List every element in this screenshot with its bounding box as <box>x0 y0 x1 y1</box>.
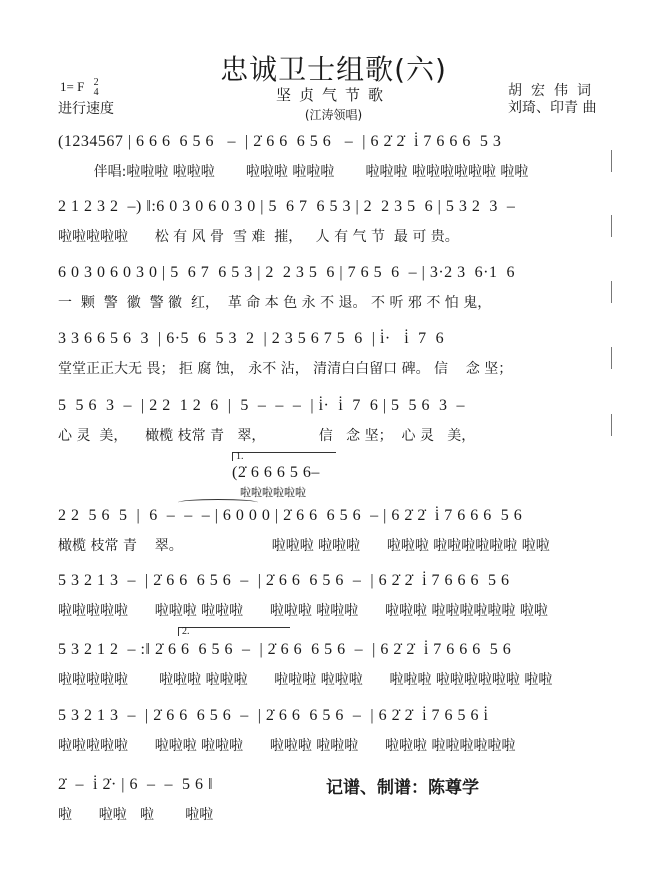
lyrics: 一 颗 警 徽 警 徽 红， 革 命 本 色 永 不 退。 不 听 邪 不 怕 鬼， <box>58 295 492 311</box>
lyrics: 伴唱:啦啦啦 啦啦啦 啦啦啦 啦啦啦 啦啦啦 啦啦啦啦啦啦 啦啦 <box>58 164 529 180</box>
notation: 5 3 2 1 2 – :‖ 2̇ 6 6 6 5 6 – | 2̇ 6 6 6 5 6 – | 6 2̇ 2̇ i̇ 7 6 6 6 5 6 <box>58 641 512 658</box>
barline <box>611 150 612 172</box>
alternate-lyrics: 啦啦啦啦啦啦 <box>240 486 306 499</box>
barline <box>611 414 612 436</box>
lyrics: 啦啦啦啦啦 啦啦啦 啦啦啦 啦啦啦 啦啦啦 啦啦啦 啦啦啦啦啦啦 <box>58 738 516 754</box>
singer-note: (江涛领唱) <box>304 108 363 122</box>
key-label: 1= F <box>60 78 85 94</box>
barline <box>611 281 612 303</box>
notation: 2 2 5 6 5 | 6 – – – | 6 0 0 0 | 2̇ 6 6 6 5 6 – | 6 2̇ 2̇ i̇ 7 6 6 6 5 6 <box>58 507 523 524</box>
notation: (1234567 | 6 6 6 6 5 6 – | 2̇ 6 6 6 5 6 – | 6 2̇ 2̇ i̇ 7 6 6 6 5 3 <box>58 133 502 150</box>
alternate-notation: (2̇ 6 6 6 5 6– <box>232 464 320 481</box>
notation: 5 3 2 1 3 – | 2̇ 6 6 6 5 6 – | 2̇ 6 6 6 5 6 – | 6 2̇ 2̇ i̇ 7 6 5 6 i̇ <box>58 707 489 724</box>
notation: 5 3 2 1 3 – | 2̇ 6 6 6 5 6 – | 2̇ 6 6 6 5 6 – | 6 2̇ 2̇ i̇ 7 6 6 6 5 6 <box>58 572 510 589</box>
tie-arc <box>178 499 258 506</box>
lyrics: 心 灵 美， 橄榄 枝常 青 翠， 信 念 坚； 心 灵 美， <box>58 428 476 444</box>
transcriber-credit: 记谱、制谱：陈尊学 <box>326 778 479 798</box>
lyrics: 啦啦啦啦啦 啦啦啦 啦啦啦 啦啦啦 啦啦啦 啦啦啦 啦啦啦啦啦啦 啦啦 <box>58 672 553 688</box>
song-title: 忠诚卫士组歌(六) <box>220 53 447 86</box>
lyrics: 橄榄 枝常 青 翠。 啦啦啦 啦啦啦 啦啦啦 啦啦啦啦啦啦 啦啦 <box>58 538 550 554</box>
barline <box>611 215 612 237</box>
composer-credit: 刘琦、印青 曲 <box>508 100 597 116</box>
notation: 6 0 3 0 6 0 3 0 | 5 6 7 6 5 3 | 2 2 3 5 6 | 7 6 5 6 – | 3·2 3 6·1 6 <box>58 264 515 281</box>
lyrics: 堂堂正正大无 畏； 拒 腐 蚀， 永不 沾， 清清白白留口 碑。 信 念 坚； <box>58 361 513 377</box>
barline <box>611 347 612 369</box>
time-signature: 2 4 <box>93 77 99 98</box>
notation: 5 5 6 3 – | 2 2 1 2 6 | 5 – – – | i̇· i̇ 7 6 | 5 5 6 3 – <box>58 397 466 414</box>
key-signature <box>60 78 99 98</box>
volta-1-bracket: 1. <box>232 452 336 461</box>
song-subtitle: 坚贞气节歌 <box>275 86 391 104</box>
notation: 2 1 2 3 2 –) ‖:6 0 3 0 6 0 3 0 | 5 6 7 6 5 3 | 2 2 3 5 6 | 5 3 2 3 – <box>58 198 516 215</box>
tempo-marking: 进行速度 <box>58 101 114 117</box>
notation: 3 3 6 6 5 6 3 | 6·5 6 5 3 2 | 2 3 5 6 7 5 6 | i̇· i̇ 7 6 <box>58 330 445 347</box>
lyrics: 啦 啦啦 啦 啦啦 <box>58 807 214 823</box>
lyrics: 啦啦啦啦啦 松 有 风 骨 雪 难 摧， 人 有 气 节 最 可 贵。 <box>58 229 459 245</box>
lyricist-credit: 胡宏伟词 <box>508 83 600 99</box>
notation: 2̇ – i̇ 2̇· | 6 – – 5 6 ‖ <box>58 776 213 793</box>
volta-2-bracket: 2. <box>178 627 290 636</box>
lyrics: 啦啦啦啦啦 啦啦啦 啦啦啦 啦啦啦 啦啦啦 啦啦啦 啦啦啦啦啦啦 啦啦 <box>58 603 548 619</box>
